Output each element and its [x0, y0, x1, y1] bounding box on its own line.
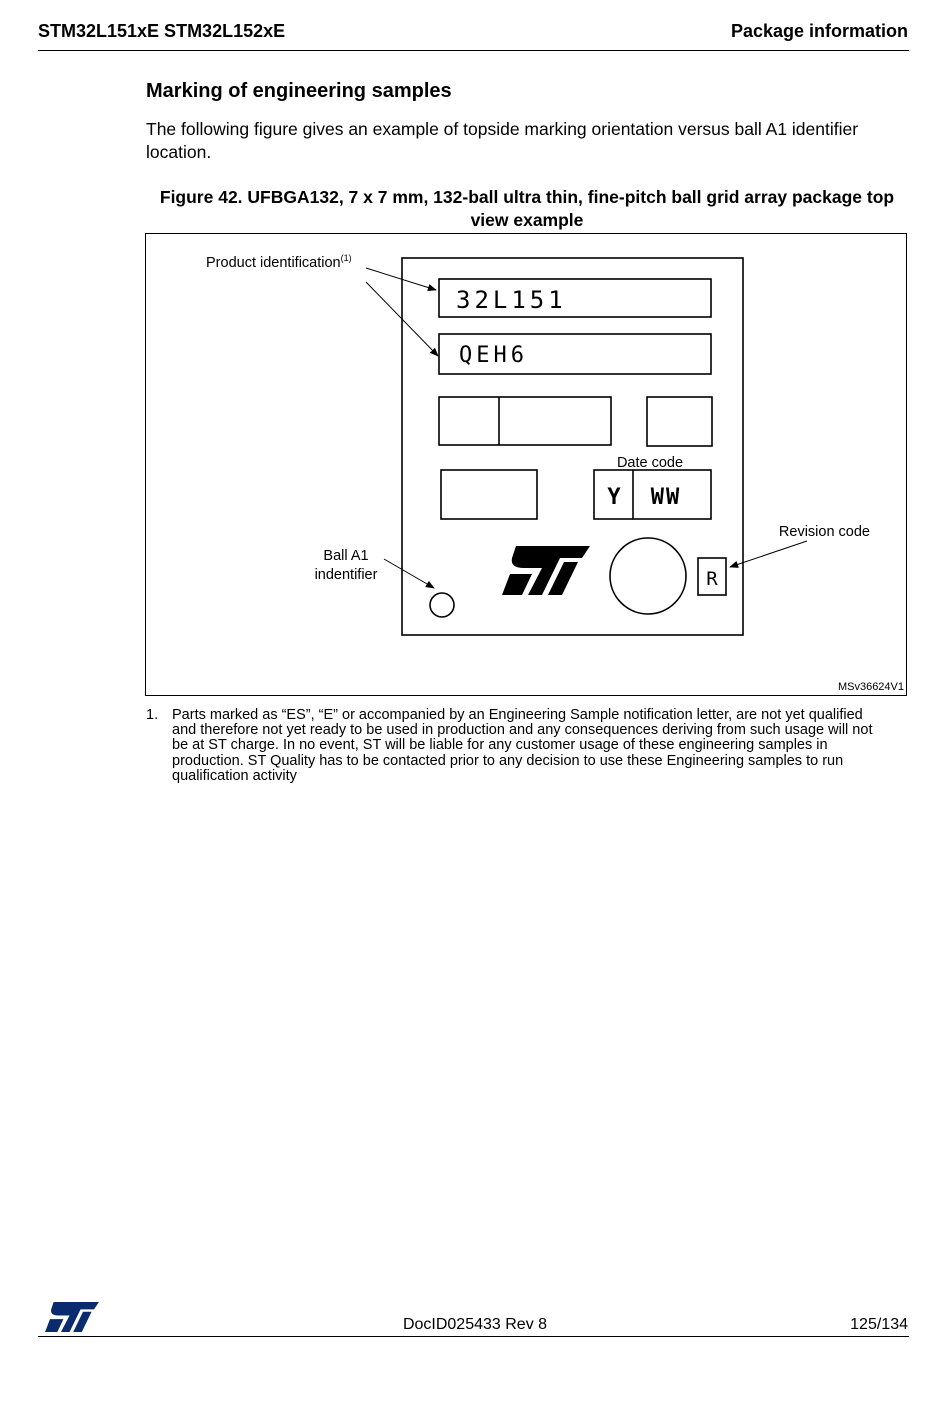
figure-frame	[145, 233, 907, 696]
footer-doc-id: DocID025433 Rev 8	[402, 1316, 548, 1333]
header-doc-title: STM32L151xE STM32L152xE	[38, 21, 286, 41]
arrow-product-line1	[366, 268, 436, 290]
revision-code-label: Revision code	[778, 524, 870, 540]
package-diagram	[146, 234, 908, 697]
revision-code-marking: R	[706, 568, 718, 590]
product-id-label: Product identification$^{(1)}$	[206, 253, 352, 271]
marking-row3-small-box	[647, 397, 712, 446]
arrow-ball-a1	[384, 559, 434, 588]
intro-paragraph: The following figure gives an example of topside marking orientation versus ball A1 identifier location.	[146, 119, 859, 162]
figure-caption: Figure 42. UFBGA132, 7 x 7 mm, 132-ball ultra thin, fine-pitch ball grid array package top view example	[159, 187, 895, 230]
ball-a1-circle	[430, 593, 454, 617]
header-divider	[38, 50, 909, 51]
footnote-text: Parts marked as “ES”, “E” or accompanied by an Engineering Sample notification letter, are not yet qualified and therefore not yet ready to be used in production and any consequences deriving from such usage will not be at ST charge. In no event, ST will be liable for any customer usage of these engineering samples in production. ST Quality has to be contacted prior to any decision to use these Engineering samples to run qualification activity	[172, 707, 873, 784]
ball-a1-label-2: indentifier	[314, 567, 378, 583]
header-section: Package information	[730, 21, 908, 41]
marking-line2: QEH6	[459, 343, 528, 368]
date-code-label: Date code	[616, 455, 684, 471]
figure-id: MSv36624V1	[837, 681, 904, 693]
date-code-week: WW	[650, 485, 682, 510]
footer-divider	[38, 1336, 909, 1337]
section-title: Marking of engineering samples	[146, 80, 452, 102]
arrow-revision	[730, 541, 807, 567]
marking-row3-box	[439, 397, 611, 445]
date-code-year: Y	[607, 485, 621, 510]
footer-logo-text: ST	[45, 1302, 46, 1303]
st-logo-icon	[502, 545, 590, 595]
marking-row4-box	[441, 470, 537, 519]
marking-line1: 32L151	[456, 286, 567, 314]
package-logo-text: ST	[502, 546, 504, 547]
footnote-number: 1.	[146, 707, 159, 723]
footer-page-number: 125/134	[850, 1316, 908, 1333]
package-pin1-dimple	[610, 538, 686, 614]
ball-a1-label-1: Ball A1	[323, 548, 369, 564]
